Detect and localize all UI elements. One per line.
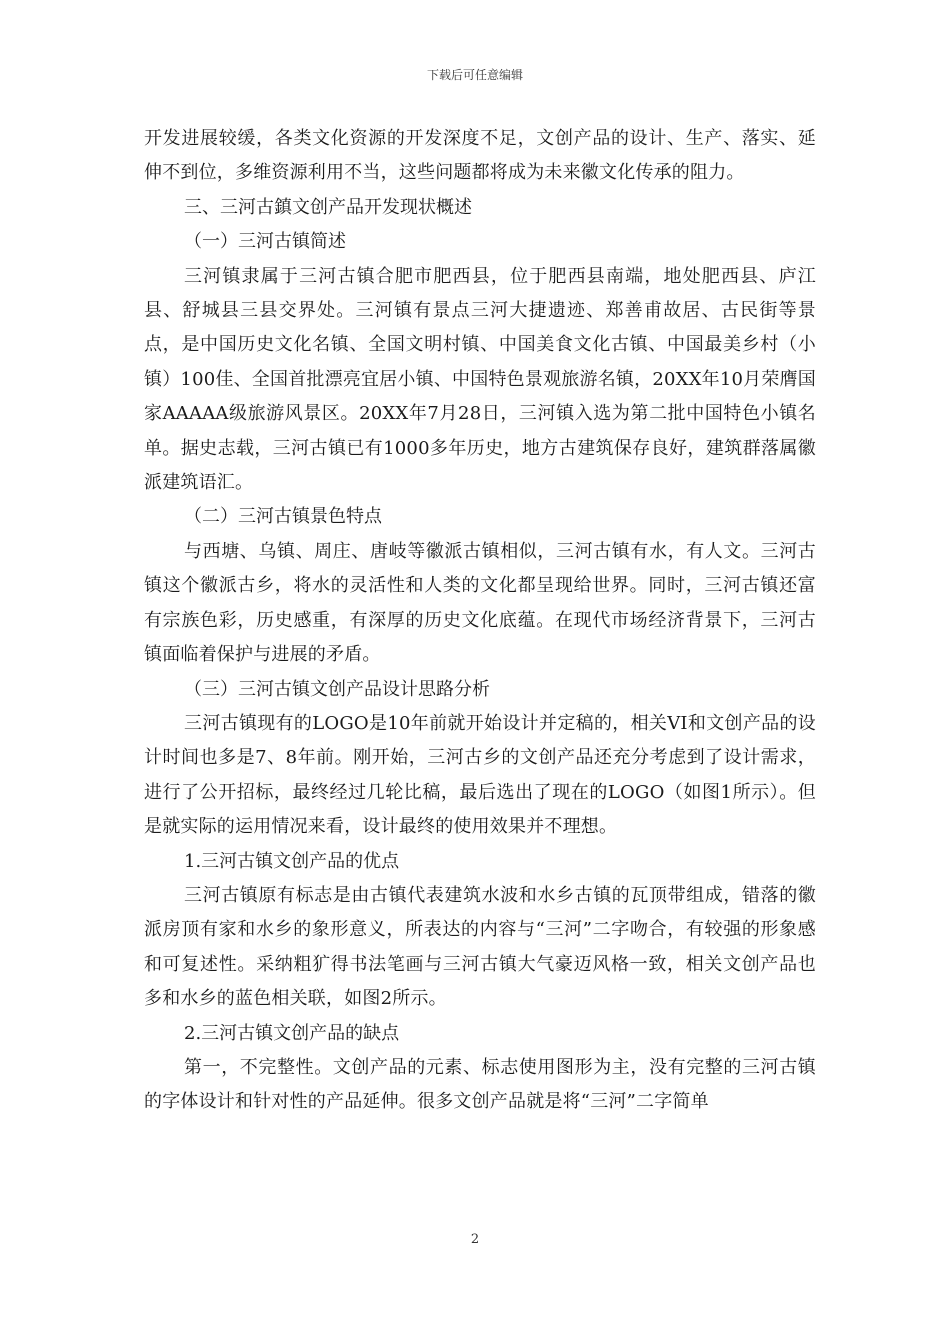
page-header: 下载后可任意编辑 bbox=[426, 68, 523, 82]
point-heading-disadvantages: 2.三河古镇文创产品的缺点 bbox=[184, 1022, 400, 1044]
paragraph-continued: 开发进展较缓，各类文化资源的开发深度不足，文创产品的设计、生产、落实、延伸不到位，多维资源利用不当，这些问题都将成为未来徽文化传承的阻力。 bbox=[144, 128, 816, 184]
page-number: 2 bbox=[470, 1232, 480, 1247]
paragraph-advantages: 三河古镇原有标志是由古镇代表建筑水波和水乡古镇的瓦顶带组成，错落的徽派房顶有家和水乡的象形意义，所表达的内容与“三河”二字吻合，有较强的形象感和可复述性。采纳粗犷得书法笔画与三河古镇大气豪迈风格一致，相关文创产品也多和水乡的蓝色相关联，如图2所示。 bbox=[144, 884, 816, 1010]
subsection-heading-2: （二）三河古镇景色特点 bbox=[184, 506, 382, 528]
point-heading-advantages: 1.三河古镇文创产品的优点 bbox=[184, 850, 400, 872]
paragraph-design-analysis: 三河古镇现有的LOGO是10年前就开始设计并定稿的，相关VI和文创产品的设计时间也多是7、8年前。刚开始，三河古乡的文创产品还充分考虑到了设计需求，进行了公开招标，最终经过几轮比稿，最后选出了现在的LOGO（如图1所示）。但是就实际的运用情况来看，设计最终的使用效果并不理想。 bbox=[144, 712, 816, 838]
paragraph-scenery-features: 与西塘、乌镇、周庄、唐岐等徽派古镇相似，三河古镇有水，有人文。三河古镇这个徽派古乡，将水的灵活性和人类的文化都呈现给世界。同时，三河古镇还富有宗族色彩，历史感重，有深厚的历史文化底蕴。在现代市场经济背景下，三河古镇面临着保护与进展的矛盾。 bbox=[144, 540, 816, 666]
paragraph-town-overview: 三河镇隶属于三河古镇合肥市肥西县，位于肥西县南端，地处肥西县、庐江县、舒城县三县交界处。三河镇有景点三河大捷遗迹、郑善甫故居、古民街等景点，是中国历史文化名镇、全国文明村镇、中国美食文化古镇、中国最美乡村（小镇）100佳、全国首批漂亮宜居小镇、中国特色景观旅游名镇，20XX年10月荣膺国家AAAAA级旅游风景区。20XX年7月28日，三河镇入选为第二批中国特色小镇名单。据史志载，三河古镇已有1000多年历史，地方古建筑保存良好，建筑群落属徽派建筑语汇。 bbox=[144, 265, 816, 494]
subsection-heading-3: （三）三河古镇文创产品设计思路分析 bbox=[184, 678, 490, 700]
section-heading: 三、三河古鎮文创产品开发现状概述 bbox=[184, 196, 472, 218]
paragraph-disadvantages: 第一，不完整性。文创产品的元素、标志使用图形为主，没有完整的三河古镇的字体设计和针对性的产品延伸。很多文创产品就是将“三河”二字简单 bbox=[144, 1056, 816, 1113]
subsection-heading-1: （一）三河古镇简述 bbox=[184, 231, 346, 253]
document-body bbox=[144, 122, 816, 1120]
